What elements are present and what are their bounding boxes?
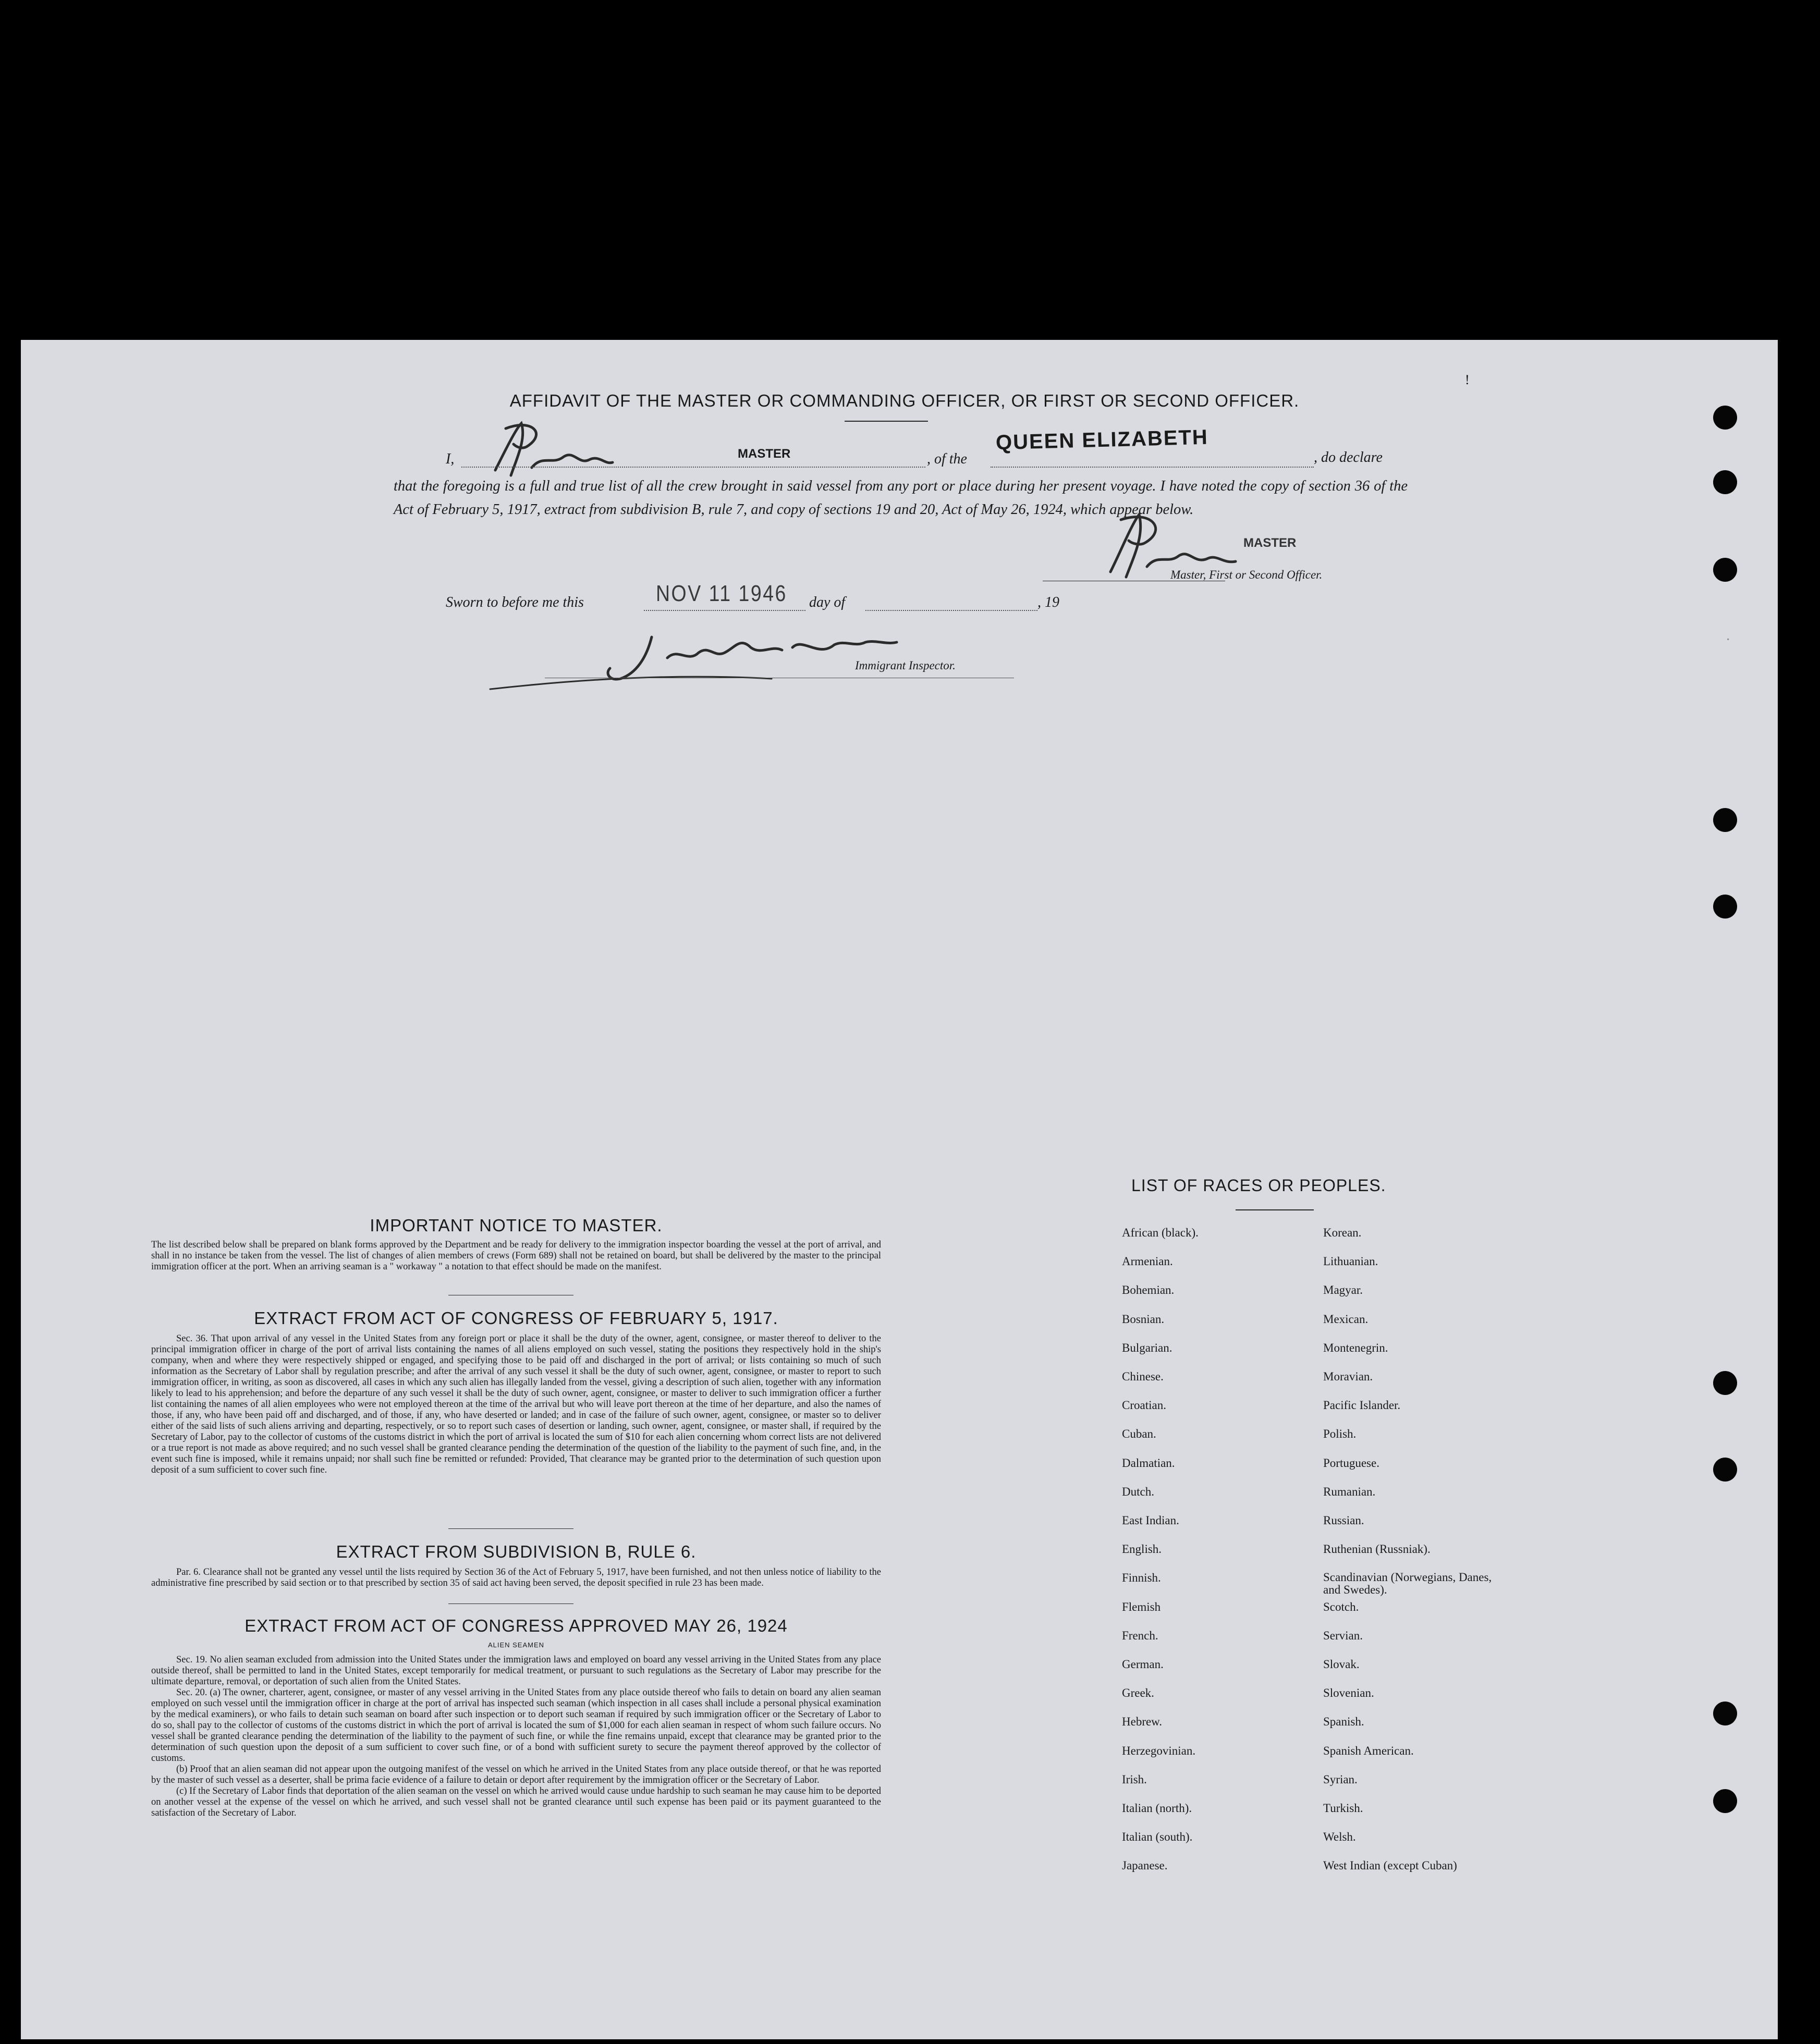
notice-text: The list described below shall be prepared on blank forms approved by the Department and be ready for delivery to the immigration inspector boarding the vessel at the port of arrival, and shall in no instance be taken from the vessel. The list of changes of alien members of crews (Form 689) shall not be retained on board, but shall be delivered by the master to the principal immigration officer at the port. When an arriving seaman is a " workaway " a notation to that effect should be made on the manifest.: [151, 1240, 881, 1272]
race-item: Dalmatian.: [1122, 1456, 1175, 1470]
month-line: [865, 610, 1037, 611]
of-the-label: , of the: [927, 451, 967, 467]
race-item: Polish.: [1323, 1427, 1357, 1441]
race-item: African (black).: [1122, 1226, 1199, 1239]
punch-hole: [1713, 1789, 1737, 1813]
sec19-text: Sec. 19. No alien seaman excluded from admission into the United States under the immigration laws and employed on board any vessel arriving in the United States from any place outside thereof, shall be permitted to land in the United States, except temporarily for medical treatment, or pursuant to such regulations as the Secretary of Labor may prescribe for the ultimate departure, removal, or deportation of such alien from the United States.: [151, 1655, 881, 1687]
extract-1924-title: EXTRACT FROM ACT OF CONGRESS APPROVED MAY 26, 1924: [245, 1616, 788, 1635]
race-item: Dutch.: [1122, 1485, 1154, 1498]
officer-caption: Master, First or Second Officer.: [1170, 568, 1323, 581]
extract-rule6-title: EXTRACT FROM SUBDIVISION B, RULE 6.: [336, 1542, 697, 1561]
margin-mark: ·: [1726, 632, 1731, 648]
race-item: Bosnian.: [1122, 1312, 1165, 1326]
day-of-label: day of: [809, 594, 846, 610]
race-item: Cuban.: [1122, 1427, 1156, 1441]
race-item: Hebrew.: [1122, 1715, 1163, 1729]
race-item: Lithuanian.: [1323, 1255, 1378, 1268]
race-item: Pacific Islander.: [1323, 1399, 1401, 1412]
race-item: East Indian.: [1122, 1514, 1179, 1527]
race-item: Spanish.: [1323, 1715, 1364, 1729]
race-item: Magyar.: [1323, 1283, 1363, 1297]
title-rule: [845, 421, 928, 422]
race-item: Croatian.: [1122, 1399, 1166, 1412]
master-signature: [485, 418, 620, 481]
vessel-line: [991, 467, 1314, 468]
sec20b-text: (b) Proof that an alien seaman did not appear upon the outgoing manifest of the vessel on which he arrived in the United States from any place outside thereof, or that he was reported by the master of such vessel as a deserter, shall be prima facie evidence of a failure to detain or deport after requirement by the immigration officer or the Secretary of Labor.: [151, 1764, 881, 1785]
race-item: Armenian.: [1122, 1255, 1173, 1268]
race-item: Moravian.: [1323, 1370, 1373, 1383]
margin-mark: !: [1465, 372, 1470, 387]
extract-1924-subtitle: ALIEN SEAMEN: [487, 1641, 545, 1649]
race-item: French.: [1122, 1629, 1158, 1642]
race-item: West Indian (except Cuban): [1323, 1859, 1457, 1872]
race-item: Rumanian.: [1323, 1485, 1376, 1498]
races-title-rule: [1236, 1209, 1314, 1210]
affidavit-title: AFFIDAVIT OF THE MASTER OR COMMANDING OFFICER, OR FIRST OR SECOND OFFICER.: [509, 391, 1300, 410]
officer-stamp: MASTER: [1243, 536, 1297, 550]
day-line: [644, 610, 805, 611]
punch-hole: [1713, 406, 1737, 430]
race-item: Italian (north).: [1122, 1802, 1192, 1815]
race-item: Chinese.: [1122, 1370, 1164, 1383]
race-item: Korean.: [1323, 1226, 1362, 1239]
race-item: Japanese.: [1122, 1859, 1168, 1872]
section-divider: [448, 1528, 573, 1529]
document-sheet: [21, 340, 1778, 2039]
races-title: LIST OF RACES OR PEOPLES.: [1131, 1176, 1386, 1195]
punch-hole: [1713, 1371, 1737, 1395]
race-item: Slovak.: [1323, 1658, 1360, 1671]
name-line: [461, 467, 925, 468]
inspector-caption: Immigrant Inspector.: [855, 659, 956, 672]
race-item: Syrian.: [1323, 1772, 1358, 1786]
punch-hole: [1713, 1458, 1737, 1482]
extract-1917-title: EXTRACT FROM ACT OF CONGRESS OF FEBRUARY 5, 1917.: [254, 1308, 778, 1328]
affidavit-body: that the foregoing is a full and true list of all the crew brought in said vessel from any port or place during her present voyage. I have noted the copy of section 36 of the Act of February 5, 1917, extract from subdivision B, rule 7, and copy of sections 19 and 20, Act of May 26, 1924, which appear below.: [394, 478, 1408, 518]
race-item: Bulgarian.: [1122, 1341, 1172, 1354]
race-item: Russian.: [1323, 1514, 1364, 1527]
race-item: Scotch.: [1323, 1600, 1359, 1613]
sec20c-text: (c) If the Secretary of Labor finds that deportation of the alien seaman on the vessel on which he arrived would cause undue hardship to such seaman he may cause him to be deported on another vessel at the expense of the vessel on which he arrived, and such vessel shall not be granted clearance until such expense has been paid or its payment guaranteed to the satisfaction of the Secretary of Labor.: [151, 1786, 881, 1818]
year-prefix: , 19: [1037, 594, 1059, 610]
race-item: Slovenian.: [1323, 1686, 1374, 1700]
rank-stamp: MASTER: [738, 447, 791, 461]
race-item: Irish.: [1122, 1772, 1147, 1786]
race-item: Flemish: [1122, 1600, 1161, 1613]
race-item: Portuguese.: [1323, 1456, 1379, 1470]
extract-1917-text: Sec. 36. That upon arrival of any vessel in the United States from any foreign port or place it shall be the duty of the owner, agent, consignee, or master thereof to deliver to the principal immigration officer in charge of the port of arrival lists containing the names of all aliens employed on such vessel, stating the positions they respectively hold in the ship's company, when and where they were respectively shipped or engaged, and specifying those to be paid off and discharged in the port of arrival; or lists containing so much of such information as the Secretary of Labor shall by regulation prescribe; and after the arrival of any such vessel it shall be the duty of such owner, agent, consignee, or master to report to such immigration officer, in writing, as soon as discovered, all cases in which any such alien has illegally landed from the vessel, giving a description of such alien, together with any information likely to lead to his apprehension; and before the departure of any such vessel it shall be the duty of such owner, agent, consignee, or master to deliver to such immigration officer a further list containing the names of all alien employees who were not employed thereon at the time of the arrival but who will leave port thereon at the time of her departure, and also the names of those, if any, who have been paid off and discharged, and of those, if any, who have deserted or landed; and in case of the failure of such owner, agent, consignee, or master so to deliver either of the said lists of such aliens arriving and departing, respectively, or so to report such cases of desertion or landing, such owner, agent, consignee, or master shall, if required by the Secretary of Labor, pay to the collector of customs of the customs district in which the port of arrival is located the sum of $10 for each alien concerning whom correct lists are not delivered or a true report is not made as above required; and no such vessel shall be granted clearance pending the determination of the question of the liability to the payment of such fine, and, in the event such fine is imposed, while it remains unpaid; nor shall such fine be remitted or refunded: Provided, That clearance may be granted prior to the determination of such question upon deposit of a sum sufficient to cover such fine.: [151, 1333, 881, 1475]
race-item: Welsh.: [1323, 1830, 1356, 1844]
extract-rule6-text: Par. 6. Clearance shall not be granted any vessel until the lists required by Section 36 of the Act of February 5, 1917, have been furnished, and not then unless notice of liability to the administrative fine prescribed by said section or to that prescribed by section 35 of said act having been served, the deposit specified in rule 23 has been made.: [151, 1567, 881, 1588]
punch-hole: [1713, 895, 1737, 919]
race-item: Bohemian.: [1122, 1283, 1175, 1297]
race-item: Herzegovinian.: [1122, 1744, 1196, 1757]
vessel-stamp: QUEEN ELIZABETH: [995, 425, 1209, 455]
punch-hole: [1713, 808, 1737, 832]
inspector-signature: [480, 616, 949, 700]
race-item: German.: [1122, 1658, 1164, 1671]
race-item: Italian (south).: [1122, 1830, 1193, 1844]
sec20a-text: Sec. 20. (a) The owner, charterer, agent, consignee, or master of any vessel arriving in the United States from any place outside thereof who fails to detain on board any alien seaman employed on such vessel until the immigration officer in charge at the port of arrival has inspected such seaman (which inspection in all cases shall include a personal physical examination by the medical examiners), or who fails to detain such seaman on board after such inspection or to deport such seaman if required by such immigration officer or the Secretary of Labor to do so, shall pay to the collector of customs of the customs district in which the port of arrival is located the sum of $1,000 for each alien seaman in respect of whom such failure occurs. No vessel shall be granted clearance pending the determination of the liability to the payment of such fine, or while the fine remains unpaid, except that clearance may be granted prior to the determination of such question upon the deposit of a sum sufficient to cover such fine, or of a bond with sufficient surety to secure the payment thereof approved by the collector of customs.: [151, 1687, 881, 1764]
sworn-prefix: Sworn to before me this: [446, 594, 584, 610]
race-item: Mexican.: [1323, 1312, 1369, 1326]
race-item: Servian.: [1323, 1629, 1363, 1642]
race-item: Ruthenian (Russniak).: [1323, 1543, 1431, 1556]
punch-hole: [1713, 470, 1737, 494]
race-item: Scandinavian (Norwegians, Danes, and Swedes).: [1323, 1571, 1492, 1597]
race-item: Spanish American.: [1323, 1744, 1414, 1757]
notice-title: IMPORTANT NOTICE TO MASTER.: [370, 1216, 663, 1235]
race-item: Turkish.: [1323, 1802, 1363, 1815]
race-item: Finnish.: [1122, 1571, 1161, 1585]
race-item: Greek.: [1122, 1686, 1154, 1700]
do-declare-label: , do declare: [1314, 449, 1383, 466]
punch-hole: [1713, 558, 1737, 582]
race-item: Montenegrin.: [1323, 1341, 1388, 1354]
race-item: English.: [1122, 1543, 1162, 1556]
i-label: I,: [446, 451, 455, 467]
punch-hole: [1713, 1702, 1737, 1725]
date-stamp: NOV 11 1946: [656, 581, 787, 606]
extract-1924-body: [151, 1655, 881, 1819]
